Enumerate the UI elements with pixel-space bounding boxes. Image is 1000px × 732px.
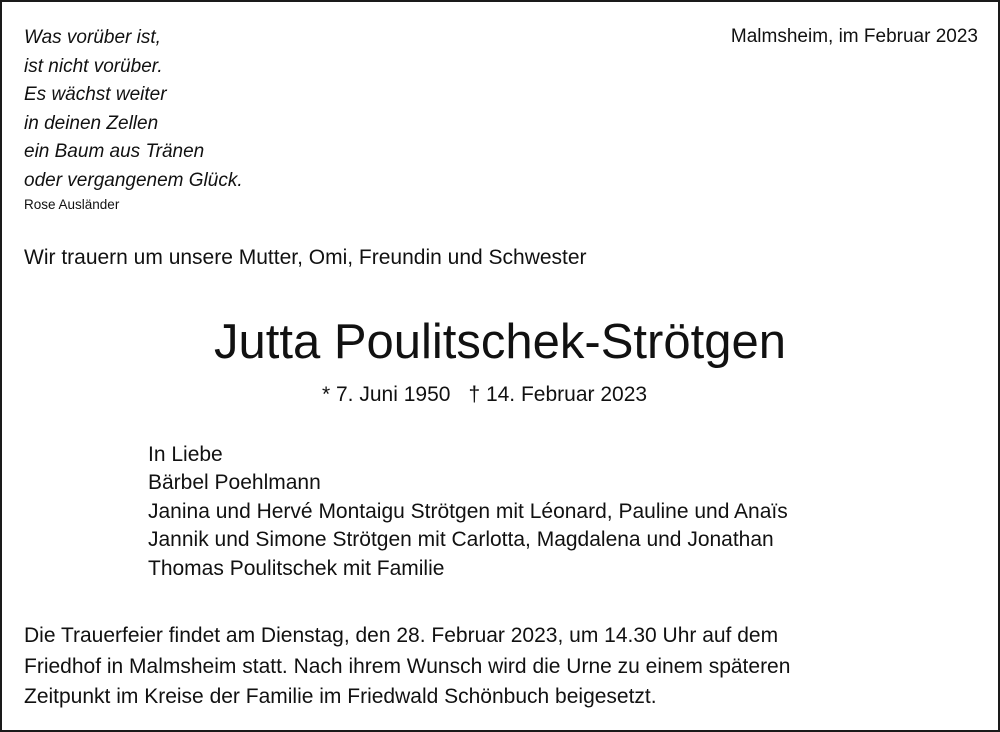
intro-text: Wir trauern um unsere Mutter, Omi, Freundin und Schwester [24,246,587,269]
poem-line: oder vergangenem Glück. [24,169,243,191]
poem-line: ist nicht vorüber. [24,55,163,77]
poem-line: Was vorüber ist, [24,27,161,48]
service-info [24,621,790,713]
mourner-line: Bärbel Poehlmann [148,471,321,495]
poem-line: in deinen Zellen [24,112,159,134]
poem-line: ein Baum aus Tränen [24,141,205,162]
service-line: Friedhof in Malmsheim statt. Nach ihrem Wunsch wird die Urne zu einem späteren [24,654,791,678]
mourner-line: In Liebe [148,443,223,466]
mourner-line: Jannik und Simone Strötgen mit Carlotta, Magdalena und Jonathan [148,528,774,552]
place-date: Malmsheim, im Februar 2023 [730,26,978,47]
mourner-line: Janina und Hervé Montaigu Strötgen mit Léonard, Pauline und Anaïs [148,499,788,523]
service-line: Zeitpunkt im Kreise der Familie im Friedwald Schönbuch beigesetzt. [24,685,657,708]
mourners-list [148,441,788,583]
service-line: Die Trauerfeier findet am Dienstag, den 28. Februar 2023, um 14.30 Uhr auf dem [24,624,779,647]
poem-line: Es wächst weiter [24,84,167,105]
birth-date: * 7. Juni 1950 [322,383,451,406]
poem-author: Rose Ausländer [24,197,120,212]
life-dates [322,383,647,407]
death-date: † 14. Februar 2023 [468,383,648,406]
poem-block [24,24,243,214]
deceased-name: Jutta Poulitschek-Strötgen [214,315,786,369]
mourner-line: Thomas Poulitschek mit Familie [148,556,445,580]
